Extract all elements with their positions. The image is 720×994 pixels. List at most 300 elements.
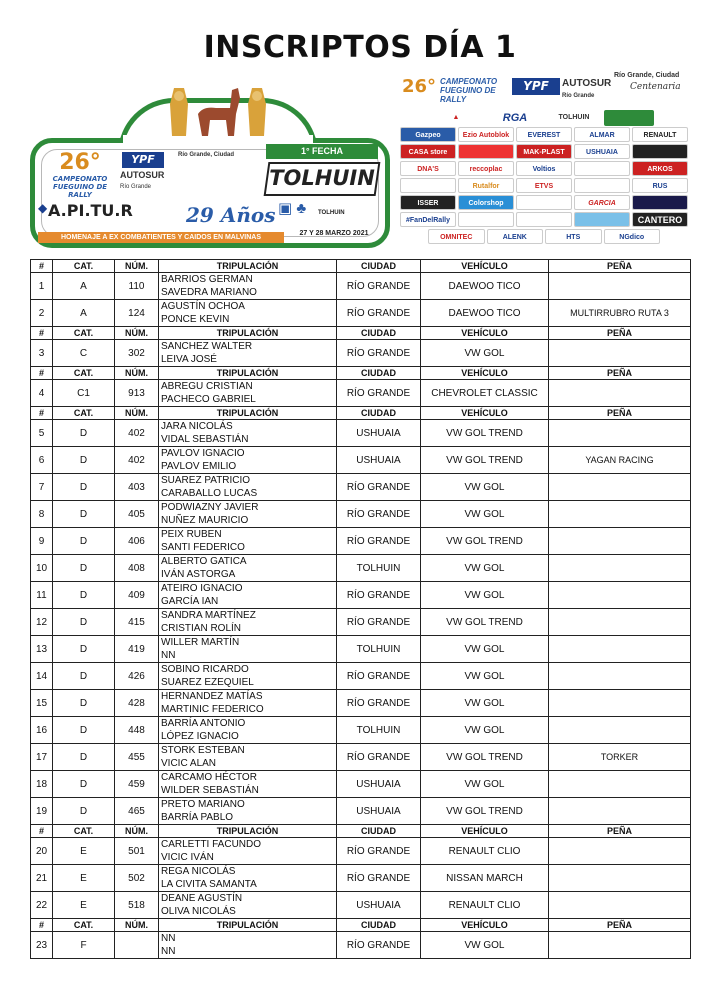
column-header-pena: PEÑA [549,919,691,932]
cell-pena [549,892,691,919]
cell-pena [549,582,691,609]
cell-car-number: 913 [115,380,159,407]
cell-category: F [53,932,115,959]
cell-pena [549,865,691,892]
cell-car-number: 409 [115,582,159,609]
column-header-cat: CAT. [53,407,115,420]
cell-category: D [53,798,115,825]
column-header-num: # [31,367,53,380]
table-row [31,582,691,609]
cell-car-number: 448 [115,717,159,744]
cell-pena [549,717,691,744]
cell-number: 23 [31,932,53,959]
cell-crew [159,663,337,690]
cell-car-number: 124 [115,300,159,327]
cell-vehicle: VW GOL [421,555,549,582]
table-row [31,501,691,528]
cell-pena [549,340,691,367]
crew-navigator: SUAREZ EZEQUIEL [161,677,254,688]
cell-number: 5 [31,420,53,447]
cell-pena [549,273,691,300]
crew-navigator: NN [161,946,176,957]
badge-ypf-logo: YPF [122,152,164,168]
header-campeonato: CAMPEONATO FUEGUINO DE RALLY [440,77,498,104]
column-header-car-num: NÚM. [115,825,159,838]
column-header-car-num: NÚM. [115,919,159,932]
column-header-num: # [31,919,53,932]
sponsor-logo [400,178,456,193]
column-header-city: CIUDAD [337,260,421,273]
cell-vehicle: RENAULT CLIO [421,892,549,919]
table-row [31,420,691,447]
sponsor-logo [574,178,630,193]
cell-crew [159,273,337,300]
sponsor-logo: Voltios [516,161,572,176]
crew-driver: ALBERTO GATICA [161,556,247,567]
cell-city: RÍO GRANDE [337,932,421,959]
cell-car-number: 415 [115,609,159,636]
sponsor-grid [400,127,688,246]
table-row [31,690,691,717]
sponsor-logo [574,161,630,176]
table-row [31,771,691,798]
sponsor-logo: EVEREST [516,127,572,142]
table-header-row [31,919,691,932]
cell-car-number [115,932,159,959]
cell-city: RÍO GRANDE [337,663,421,690]
crew-driver: BARRIOS GERMAN [161,274,253,285]
sponsor-logo-green [604,110,654,126]
badge-small-label: TOLHUIN [318,210,345,216]
sponsor-logo: ISSER [400,195,456,210]
crew-navigator: SANTI FEDERICO [161,542,245,553]
cell-vehicle: VW GOL [421,717,549,744]
cell-crew [159,690,337,717]
header-centenaria: Centenaria [630,82,681,92]
crew-navigator: VICIC IVÁN [161,852,214,863]
cell-vehicle: RENAULT CLIO [421,838,549,865]
column-header-vehicle: VEHÍCULO [421,919,549,932]
cell-pena [549,555,691,582]
cell-crew [159,300,337,327]
crew-driver: NN [161,933,176,944]
cell-car-number: 459 [115,771,159,798]
cell-vehicle: DAEWOO TICO [421,273,549,300]
sponsor-logo: Colorshop [458,195,514,210]
cell-crew [159,798,337,825]
table-row [31,474,691,501]
cell-vehicle: VW GOL [421,474,549,501]
cell-vehicle: VW GOL [421,663,549,690]
cell-pena [549,528,691,555]
cell-category: C [53,340,115,367]
crew-navigator: NUÑEZ MAURICIO [161,515,249,526]
sponsor-row [400,161,688,176]
crew-driver: WILLER MARTÍN [161,637,240,648]
cell-city: RÍO GRANDE [337,528,421,555]
cell-number: 8 [31,501,53,528]
cell-category: D [53,501,115,528]
cell-car-number: 408 [115,555,159,582]
cell-number: 9 [31,528,53,555]
page-title: INSCRIPTOS DÍA 1 [203,30,517,65]
cell-city: USHUAIA [337,447,421,474]
cell-car-number: 419 [115,636,159,663]
crew-driver: SOBINO RICARDO [161,664,249,675]
cell-category: C1 [53,380,115,407]
column-header-city: CIUDAD [337,367,421,380]
sponsor-logo [516,212,572,227]
cell-crew [159,838,337,865]
crew-navigator: LA CIVITA SAMANTA [161,879,257,890]
cell-number: 21 [31,865,53,892]
column-header-num: # [31,327,53,340]
crew-navigator: SAVEDRA MARIANO [161,287,257,298]
column-header-city: CIUDAD [337,919,421,932]
cell-crew [159,380,337,407]
sponsor-logo: Ezio Autoblok [458,127,514,142]
header-autosur: AUTOSUR Río Grande [562,78,612,99]
cell-crew [159,447,337,474]
cell-city: USHUAIA [337,798,421,825]
table-row [31,340,691,367]
cell-number: 4 [31,380,53,407]
column-header-cat: CAT. [53,825,115,838]
cell-crew [159,528,337,555]
cell-number: 12 [31,609,53,636]
cell-number: 10 [31,555,53,582]
column-header-vehicle: VEHÍCULO [421,407,549,420]
badge-anniversary: 26° CAMPEONATO FUEGUINO DE RALLY [52,150,108,199]
cell-city: TOLHUIN [337,555,421,582]
table-header-row [31,327,691,340]
sponsor-logo: #FanDelRally [400,212,456,227]
table-row [31,609,691,636]
cell-city: RÍO GRANDE [337,609,421,636]
cell-pena [549,380,691,407]
table-row [31,636,691,663]
sponsor-row [400,212,688,227]
badge-location: TOLHUIN [269,166,375,190]
cell-city: RÍO GRANDE [337,300,421,327]
crew-driver: BARRÍA ANTONIO [161,718,246,729]
cell-city: TOLHUIN [337,636,421,663]
crew-driver: PODWIAZNY JAVIER [161,502,259,513]
column-header-cat: CAT. [53,367,115,380]
column-header-car-num: NÚM. [115,407,159,420]
cell-car-number: 465 [115,798,159,825]
column-header-vehicle: VEHÍCULO [421,367,549,380]
table-row [31,300,691,327]
cell-city: RÍO GRANDE [337,582,421,609]
crew-driver: SANDRA MARTÍNEZ [161,610,256,621]
crew-driver: ATEIRO IGNACIO [161,583,243,594]
column-header-pena: PEÑA [549,825,691,838]
cell-crew [159,744,337,771]
sponsor-logo: CASA store [400,144,456,159]
crew-navigator: IVÁN ASTORGA [161,569,236,580]
cell-pena [549,501,691,528]
crew-navigator: NN [161,650,176,661]
cell-number: 17 [31,744,53,771]
cell-number: 6 [31,447,53,474]
sponsor-logo [632,144,688,159]
car-icon: ◆ [38,201,48,215]
crew-navigator: OLIVA NICOLÁS [161,906,236,917]
sponsor-logo: GARCIA [574,195,630,210]
cell-vehicle: VW GOL TREND [421,420,549,447]
cell-city: RÍO GRANDE [337,838,421,865]
cell-pena [549,771,691,798]
cell-city: USHUAIA [337,771,421,798]
sponsor-logo: Gazpeo [400,127,456,142]
table-row [31,744,691,771]
sponsor-logo [516,195,572,210]
column-header-cat: CAT. [53,919,115,932]
sponsor-logo: DNA'S [400,161,456,176]
cell-car-number: 426 [115,663,159,690]
sponsor-row [400,178,688,193]
sponsor-logo: Rutalfor [458,178,514,193]
sponsor-logo: ALENK [487,229,544,244]
cell-category: E [53,892,115,919]
cell-category: D [53,447,115,474]
sponsor-logo [458,212,514,227]
sponsor-row [400,195,688,210]
cell-crew [159,420,337,447]
header-anniversary: 26° [402,76,437,97]
cell-city: USHUAIA [337,892,421,919]
cell-vehicle: VW GOL TREND [421,744,549,771]
cell-city: RÍO GRANDE [337,340,421,367]
column-header-city: CIUDAD [337,825,421,838]
sponsor-logo: HTS [545,229,602,244]
alpaca-figures-icon [158,84,278,142]
registrations-table [30,259,691,959]
sponsor-row [400,127,688,142]
column-header-crew: TRIPULACIÓN [159,367,337,380]
column-header-crew: TRIPULACIÓN [159,825,337,838]
table-row [31,838,691,865]
crew-driver: STORK ESTEBAN [161,745,245,756]
crew-driver: PEIX RUBEN [161,529,222,540]
cell-category: D [53,717,115,744]
cell-category: D [53,771,115,798]
cell-car-number: 302 [115,340,159,367]
cell-car-number: 405 [115,501,159,528]
cell-vehicle: VW GOL TREND [421,798,549,825]
crew-navigator: VIDAL SEBASTIÁN [161,434,249,445]
cell-number: 1 [31,273,53,300]
cell-number: 7 [31,474,53,501]
badge-city: Río Grande, Ciudad [178,152,235,158]
cell-vehicle: VW GOL TREND [421,609,549,636]
crew-driver: REGA NICOLÁS [161,866,236,877]
sponsor-logo [574,212,630,227]
column-header-city: CIUDAD [337,407,421,420]
sponsor-logo [632,195,688,210]
cell-vehicle: CHEVROLET CLASSIC [421,380,549,407]
badge-fecha: 1° FECHA [266,144,378,159]
sponsor-logo: NGdico [604,229,661,244]
badge-apitur: A.PI.TU.R [48,201,133,220]
column-header-car-num: NÚM. [115,327,159,340]
cell-category: D [53,663,115,690]
cell-city: RÍO GRANDE [337,744,421,771]
registrations-table-wrapper [30,259,690,959]
column-header-num: # [31,407,53,420]
crew-driver: ABREGU CRISTIAN [161,381,253,392]
cell-crew [159,340,337,367]
table-row [31,932,691,959]
column-header-pena: PEÑA [549,407,691,420]
cell-city: RÍO GRANDE [337,865,421,892]
sponsor-rga: RGA [502,112,528,124]
badge-dates: 27 Y 28 MARZO 2021 [299,230,369,237]
column-header-pena: PEÑA [549,367,691,380]
crew-driver: CARCAMO HÉCTOR [161,772,257,783]
cell-category: D [53,690,115,717]
sponsor-row [400,229,688,244]
column-header-vehicle: VEHÍCULO [421,825,549,838]
cell-number: 2 [31,300,53,327]
badge-years: 29 Años [186,203,276,227]
cell-category: E [53,865,115,892]
column-header-crew: TRIPULACIÓN [159,407,337,420]
cell-category: A [53,273,115,300]
sponsor-logo: OMNITEC [428,229,485,244]
cell-crew [159,717,337,744]
crew-navigator: WILDER SEBASTIÁN [161,785,259,796]
crew-navigator: MARTINIC FEDERICO [161,704,264,715]
crew-navigator: BARRÍA PABLO [161,812,234,823]
cell-vehicle: VW GOL [421,582,549,609]
cell-city: RÍO GRANDE [337,690,421,717]
cell-car-number: 518 [115,892,159,919]
column-header-num: # [31,260,53,273]
cell-vehicle: VW GOL TREND [421,528,549,555]
sponsor-logo: ARKOS [632,161,688,176]
sponsor-logo: USHUAIA [574,144,630,159]
cell-crew [159,932,337,959]
crew-navigator: CARABALLO LUCAS [161,488,258,499]
cell-vehicle: NISSAN MARCH [421,865,549,892]
crew-navigator: PACHECO GABRIEL [161,394,256,405]
cell-vehicle: VW GOL [421,771,549,798]
header-city: Río Grande, Ciudad [614,72,680,79]
column-header-pena: PEÑA [549,327,691,340]
cell-city: RÍO GRANDE [337,474,421,501]
column-header-car-num: NÚM. [115,367,159,380]
cell-car-number: 402 [115,447,159,474]
cell-pena [549,636,691,663]
sponsor-logo: reccoplac [458,161,514,176]
cell-crew [159,865,337,892]
cell-number: 20 [31,838,53,865]
column-header-vehicle: VEHÍCULO [421,327,549,340]
cell-pena [549,690,691,717]
cell-car-number: 403 [115,474,159,501]
cell-vehicle: VW GOL TREND [421,447,549,474]
table-row [31,555,691,582]
table-header-row [31,367,691,380]
cell-vehicle: VW GOL [421,340,549,367]
table-header-row [31,407,691,420]
crew-driver: CARLETTI FACUNDO [161,839,262,850]
crew-driver: SUAREZ PATRICIO [161,475,251,486]
sponsor-logo: MAK-PLAST [516,144,572,159]
cell-crew [159,771,337,798]
cell-city: RÍO GRANDE [337,380,421,407]
crew-navigator: CRISTIAN ROLÍN [161,623,242,634]
sponsor-logo: RUS [632,178,688,193]
sponsor-logo: ETVS [516,178,572,193]
cell-car-number: 428 [115,690,159,717]
crew-driver: SANCHEZ WALTER [161,341,253,352]
cell-vehicle: VW GOL [421,690,549,717]
cell-number: 14 [31,663,53,690]
table-row [31,528,691,555]
crew-driver: PAVLOV IGNACIO [161,448,245,459]
sponsor-logo [458,144,514,159]
cell-pena: YAGAN RACING [549,447,691,474]
cell-number: 3 [31,340,53,367]
cell-number: 11 [31,582,53,609]
column-header-crew: TRIPULACIÓN [159,327,337,340]
cell-category: D [53,474,115,501]
crew-driver: JARA NICOLÁS [161,421,233,432]
crew-navigator: GARCÍA IAN [161,596,219,607]
cell-pena [549,798,691,825]
cell-category: D [53,555,115,582]
table-header-row [31,260,691,273]
cell-category: D [53,636,115,663]
table-row [31,447,691,474]
cell-car-number: 402 [115,420,159,447]
cell-car-number: 110 [115,273,159,300]
table-row [31,717,691,744]
column-header-num: # [31,825,53,838]
header-ypf-logo: YPF [512,78,560,95]
cell-pena: MULTIRRUBRO RUTA 3 [549,300,691,327]
cell-pena [549,474,691,501]
column-header-cat: CAT. [53,260,115,273]
column-header-car-num: NÚM. [115,260,159,273]
table-row [31,273,691,300]
cell-number: 22 [31,892,53,919]
crew-navigator: PAVLOV EMILIO [161,461,237,472]
sponsor-logo: RENAULT [632,127,688,142]
crew-navigator: VICIC ALAN [161,758,217,769]
table-header-row [31,825,691,838]
cell-pena [549,663,691,690]
crew-driver: AGUSTÍN OCHOA [161,301,245,312]
cell-category: D [53,420,115,447]
cell-city: USHUAIA [337,420,421,447]
cell-number: 16 [31,717,53,744]
cell-vehicle: VW GOL [421,501,549,528]
cell-pena [549,609,691,636]
cell-pena [549,838,691,865]
column-header-crew: TRIPULACIÓN [159,260,337,273]
column-header-city: CIUDAD [337,327,421,340]
cell-number: 15 [31,690,53,717]
cell-number: 18 [31,771,53,798]
cell-car-number: 455 [115,744,159,771]
crew-navigator: PONCE KEVIN [161,314,230,325]
cell-category: D [53,744,115,771]
table-row [31,663,691,690]
